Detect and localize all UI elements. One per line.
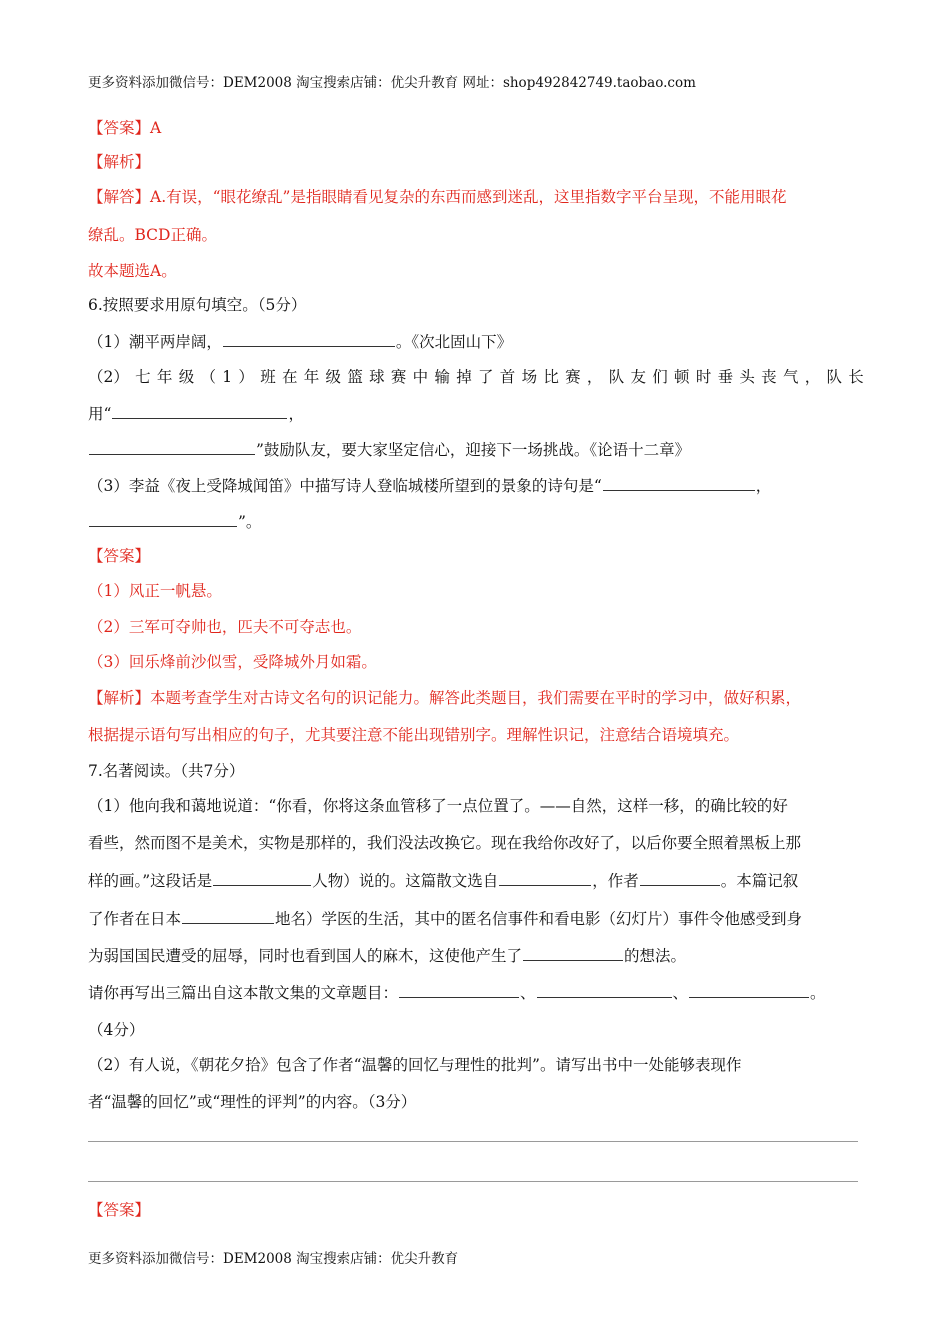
fill-blank[interactable] (399, 981, 519, 998)
fill-blank[interactable] (537, 981, 672, 998)
fill-blank[interactable] (499, 869, 591, 886)
answer-6-label: 【答案】 (88, 547, 151, 565)
answer-6-item-2: （2）三军可夺帅也，匹夫不可夺志也。 (88, 618, 362, 636)
explanation-5-line-2: 缭乱。BCD正确。 (88, 226, 217, 244)
fill-blank[interactable] (89, 510, 237, 527)
question-7-part-1-points: （4分） (88, 1021, 145, 1039)
explanation-5-line-1: 【解答】A.有误，“眼花缭乱”是指眼睛看见复杂的东西而感到迷乱，这里指数字平台呈现，不能用眼花 (88, 188, 787, 206)
fill-blank[interactable] (603, 474, 755, 491)
question-6-part-3-line-1: （3）李益《夜上受降城闻笛》中描写诗人登临城楼所望到的景象的诗句是“ ， (88, 474, 771, 497)
page-header: 更多资料添加微信号：DEM2008 淘宝搜索店铺：优尖升教育 网址：shop492842749.taobao.com (88, 75, 696, 91)
question-7-part-1-line-6: 请你再写出三篇出自这本散文集的文章题目： 、 、 。 (88, 981, 826, 1004)
analysis-6-line-2: 根据提示语句写出相应的句子，尤其要注意不能出现错别字。理解性识记，注意结合语境填充。 (88, 726, 740, 744)
question-7-part-1-line-2: 看些，然而图不是美术，实物是那样的，我们没法改换它。现在我给你改好了，以后你要全照着黑板上那 (88, 834, 802, 852)
question-7-title: 7.名著阅读。（共7分） (88, 762, 245, 780)
question-6-title: 6.按照要求用原句填空。（5分） (88, 296, 307, 314)
question-6-part-3-line-2: ”。 (88, 510, 261, 533)
fill-blank[interactable] (213, 869, 311, 886)
analysis-5-label: 【解析】 (88, 153, 151, 171)
fill-blank[interactable] (182, 907, 274, 924)
explanation-5-line-3: 故本题选A。 (88, 262, 177, 280)
question-6-part-1: （1）潮平两岸阔， 。《次北固山下》 (88, 330, 512, 353)
question-7-part-2-line-2: 者“温馨的回忆”或“理性的评判”的内容。（3分） (88, 1093, 417, 1111)
question-7-part-1-line-5: 为弱国国民遭受的屈辱，同时也看到国人的麻木，这使他产生了 的想法。 (88, 944, 686, 967)
question-7-part-1-line-1: （1）他向我和蔼地说道：“你看，你将这条血管移了一点位置了。——自然，这样一移，的确比较的好 (88, 797, 788, 815)
answer-7-label: 【答案】 (88, 1201, 151, 1219)
answer-writing-line[interactable] (88, 1141, 858, 1142)
fill-blank[interactable] (223, 330, 395, 347)
answer-5-label: 【答案】A (88, 119, 162, 137)
answer-6-item-3: （3）回乐烽前沙似雪，受降城外月如霜。 (88, 653, 377, 671)
fill-blank[interactable] (89, 438, 255, 455)
fill-blank[interactable] (640, 869, 720, 886)
page-footer: 更多资料添加微信号：DEM2008 淘宝搜索店铺：优尖升教育 (88, 1251, 459, 1267)
fill-blank[interactable] (523, 944, 623, 961)
fill-blank[interactable] (112, 402, 287, 419)
question-7-part-1-line-3: 样的画。”这段话是 人物）说的。这篇散文选自 ，作者 。本篇记叙 (88, 869, 798, 892)
question-6-part-2-line-2: 用“ ， (88, 402, 304, 425)
question-7-part-2-line-1: （2）有人说，《朝花夕拾》包含了作者“温馨的回忆与理性的批判”。请写出书中一处能够表现作 (88, 1056, 742, 1074)
question-7-part-1-line-4: 了作者在日本 地名）学医的生活，其中的匿名信事件和看电影（幻灯片）事件令他感受到身 (88, 907, 802, 930)
analysis-6-line-1: 【解析】本题考查学生对古诗文名句的识记能力。解答此类题目，我们需要在平时的学习中，做好积累， (88, 689, 802, 707)
answer-6-item-1: （1）风正一帆悬。 (88, 582, 222, 600)
question-6-part-2-line-3: ”鼓励队友，要大家坚定信心，迎接下一场挑战。《论语十二章》 (88, 438, 690, 461)
answer-writing-line[interactable] (88, 1181, 858, 1182)
question-6-part-2-line-1: （2） 七 年 级 （ 1 ） 班 在 年 级 篮 球 赛 中 输 掉 了 首 场 比 赛 ， 队 友 们 顿 时 垂 头 丧 气 ， 队 长 (88, 368, 864, 386)
fill-blank[interactable] (689, 981, 809, 998)
